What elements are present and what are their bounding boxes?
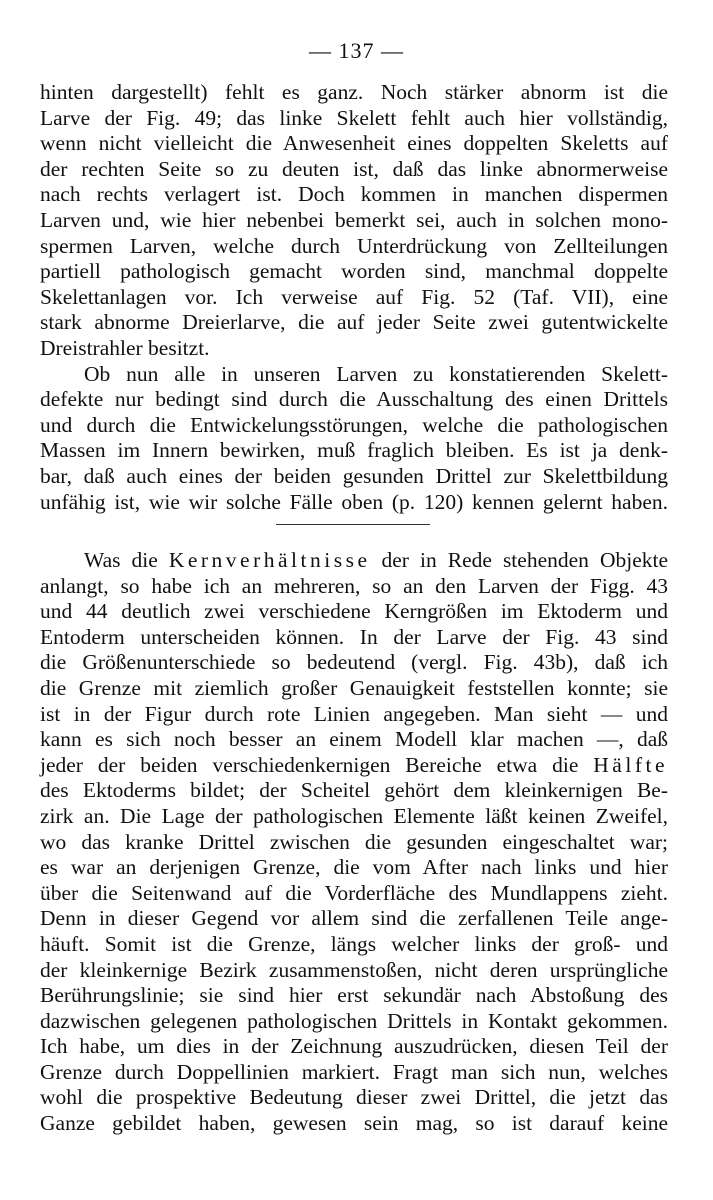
text-line: unfähig ist, wie wir solche Fälle oben (p. 120) kennen gelernt haben.	[40, 489, 668, 514]
text-line: bar, daß auch eines der beiden gesunden Drittel zur Skelettbildung	[40, 463, 668, 488]
spaced-term: Kernverhältnisse	[168, 548, 371, 572]
text-line: zirk an. Die Lage der pathologischen Elemente läßt keinen Zweifel,	[40, 803, 668, 828]
text-line: nach rechts verlagert ist. Doch kommen in manchen dispermen	[40, 182, 668, 207]
text-line: Ob nun alle in unseren Larven zu konstatierenden Skelett-	[84, 361, 668, 386]
text-line: wo das kranke Drittel zwischen die gesunden eingeschaltet war;	[40, 829, 668, 854]
text-line: Ich habe, um dies in der Zeichnung auszudrücken, diesen Teil der	[40, 1034, 668, 1059]
text-line	[40, 753, 668, 779]
text-line: dazwischen gelegenen pathologischen Drittels in Kontakt gekommen.	[40, 1008, 668, 1033]
text-line: ist in der Figur durch rote Linien angegeben. Man sieht — und	[40, 701, 668, 726]
text-line: Denn in dieser Gegend vor allem sind die zerfallenen Teile ange-	[40, 906, 668, 931]
text-line: Larven und, wie hier nebenbei bemerkt sei, auch in solchen mono-	[40, 207, 668, 232]
text-line: kann es sich noch besser an einem Modell klar machen —, daß	[40, 727, 668, 752]
page-number: — 137 —	[309, 38, 404, 63]
text-line: und 44 deutlich zwei verschiedene Kerngrößen im Ektoderm und	[40, 599, 668, 624]
text-line: Dreistrahler besitzt.	[40, 335, 210, 360]
text-line: die Grenze mit ziemlich großer Genauigkeit feststellen konnte; sie	[40, 675, 668, 700]
text-line: die Größenunterschiede so bedeutend (vergl. Fig. 43b), daß ich	[40, 650, 668, 675]
text-fragment: der in Rede stehenden Objekte	[370, 548, 668, 572]
text-line: Larve der Fig. 49; das linke Skelett fehlt auch hier vollständig,	[40, 105, 668, 130]
text-line: partiell pathologisch gemacht worden sind, manchmal doppelte	[40, 259, 668, 284]
text-line: spermen Larven, welche durch Unterdrückung von Zellteilungen	[40, 233, 668, 258]
text-line: und durch die Entwickelungsstörungen, welche die pathologischen	[40, 412, 668, 437]
text-line: wenn nicht vielleicht die Anwesenheit eines doppelten Skeletts auf	[40, 131, 668, 156]
spaced-term: Hälfte	[593, 752, 668, 777]
text-line: des Ektoderms bildet; der Scheitel gehört dem kleinkernigen Be-	[40, 778, 668, 803]
text-line: defekte nur bedingt sind durch die Ausschaltung des einen Drittels	[40, 387, 668, 412]
text-line: hinten dargestellt) fehlt es ganz. Noch stärker abnorm ist die	[40, 80, 668, 104]
text-line: Skelettanlagen vor. Ich verweise auf Fig. 52 (Taf. VII), eine	[40, 284, 668, 309]
text-line: Ganze gebildet haben, gewesen sein mag, so ist darauf keine	[40, 1111, 668, 1136]
text-line: Entoderm unterscheiden können. In der Larve der Fig. 43 sind	[40, 624, 668, 649]
paragraph-block-1	[40, 80, 668, 515]
section-divider	[276, 524, 430, 525]
text-line: der kleinkernige Bezirk zusammenstoßen, nicht deren ursprüngliche	[40, 957, 668, 982]
text-line: Grenze durch Doppellinien markiert. Fragt man sich nun, welches	[40, 1059, 668, 1084]
text-line: der rechten Seite so zu deuten ist, daß das linke abnormerweise	[40, 156, 668, 181]
text-line: wohl die prospektive Bedeutung dieser zwei Drittel, die jetzt das	[40, 1085, 668, 1110]
text-line: häuft. Somit ist die Grenze, längs welcher links der groß- und	[40, 931, 668, 956]
text-line: anlangt, so habe ich an mehreren, so an den Larven der Figg. 43	[40, 573, 668, 598]
text-line: es war an derjenigen Grenze, die vom After nach links und hier	[40, 855, 668, 880]
text-line: Berührungslinie; sie sind hier erst sekundär nach Abstoßung des	[40, 983, 668, 1008]
text-line: über die Seitenwand auf die Vorderfläche des Mundlappens zieht.	[40, 880, 668, 905]
text-fragment: Was die	[84, 548, 169, 572]
text-line: Massen im Innern bewirken, muß fraglich bleiben. Es ist ja denk-	[40, 438, 668, 463]
paragraph-block-2	[40, 548, 668, 1137]
text-line: stark abnorme Dreierlarve, die auf jeder Seite zwei gutentwickelte	[40, 310, 668, 335]
text-line	[40, 548, 668, 574]
text-fragment: jeder der beiden verschiedenkernigen Bereiche etwa die	[40, 752, 594, 777]
